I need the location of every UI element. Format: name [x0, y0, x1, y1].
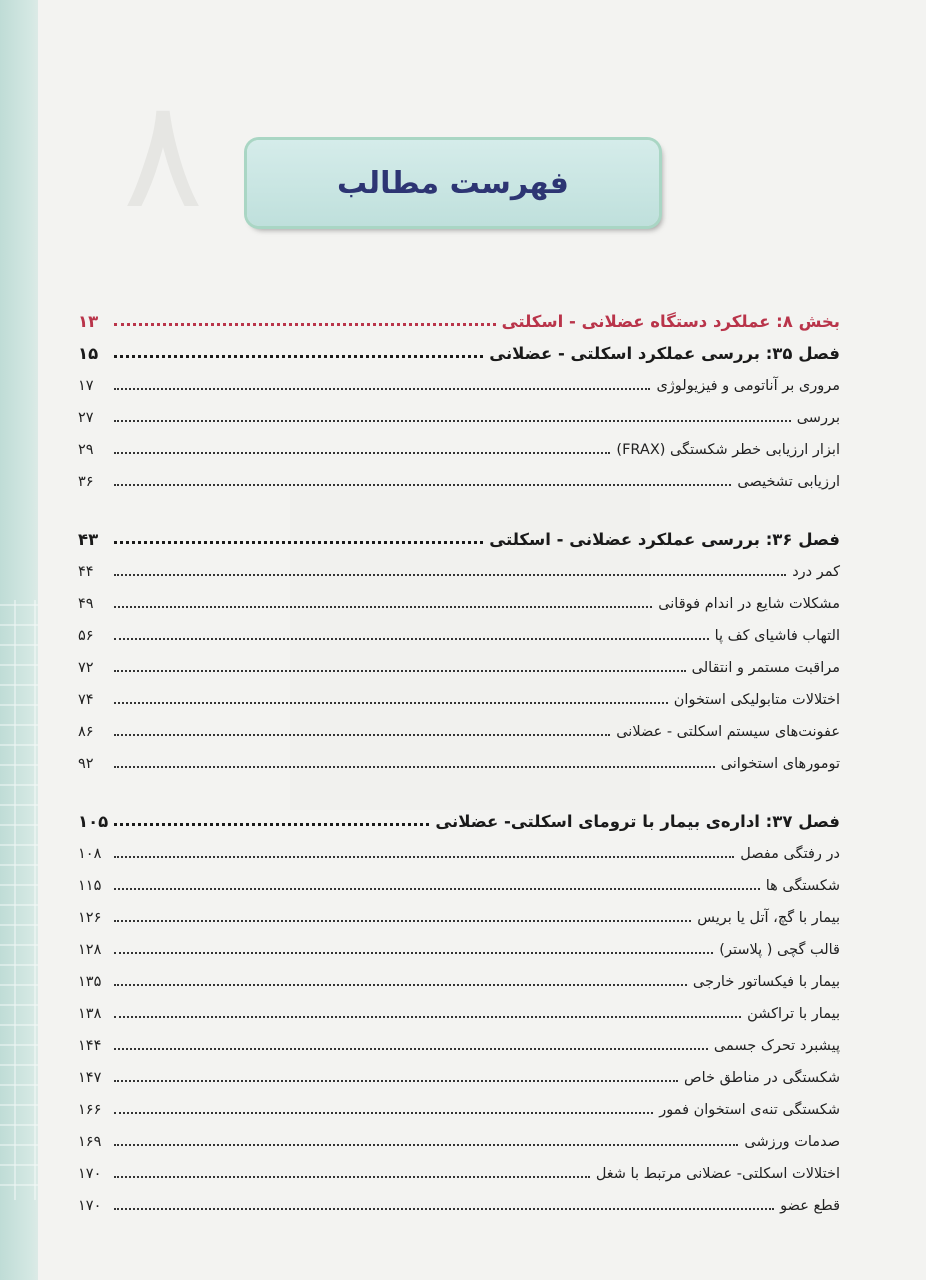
toc-chapter-row-page: ۴۳: [78, 530, 99, 549]
toc-entry-row[interactable]: [78, 678, 840, 710]
chapter-gap: [78, 774, 840, 800]
toc-entry-row-page: ۱۴۷: [78, 1070, 102, 1086]
toc-entry-row-page: ۱۲۶: [78, 910, 102, 926]
dot-leader: [114, 452, 610, 454]
dot-leader: [114, 984, 687, 986]
toc-entry-row-label: شکستگی تنه‌ی استخوان فمور: [659, 1102, 840, 1118]
toc-entry-row-page: ۷۲: [78, 660, 94, 676]
dot-leader: [114, 702, 668, 704]
toc-entry-row-page: ۱۲۸: [78, 942, 102, 958]
toc-entry-row-page: ۱۳۸: [78, 1006, 102, 1022]
toc-entry-row[interactable]: [78, 832, 840, 864]
toc-entry-row[interactable]: [78, 428, 840, 460]
dot-leader: [114, 952, 713, 954]
page-title: فهرست مطالب: [337, 165, 569, 201]
toc-chapter-row-label: فصل ۳۵: بررسی عملکرد اسکلتی - عضلانی: [489, 344, 840, 363]
toc-chapter-row[interactable]: [78, 800, 840, 832]
toc-entry-row-label: بررسی: [796, 410, 840, 426]
dot-leader: [114, 574, 786, 576]
toc-entry-row-label: التهاب فاشیای کف پا: [714, 628, 840, 644]
toc-entry-row-page: ۹۲: [78, 756, 94, 772]
toc-entry-row-page: ۱۷۰: [78, 1166, 102, 1182]
toc-entry-row[interactable]: [78, 1088, 840, 1120]
toc-entry-row-page: ۸۶: [78, 724, 94, 740]
toc-entry-row-page: ۱۷: [78, 378, 94, 394]
dot-leader: [114, 766, 715, 768]
toc-chapter-row-page: ۱۰۵: [78, 812, 109, 831]
toc-entry-row-label: بیمار با گچ، آتل یا بریس: [697, 910, 840, 926]
dot-leader: [114, 1016, 741, 1018]
toc-entry-row[interactable]: [78, 550, 840, 582]
title-banner: [247, 140, 659, 226]
toc-entry-row-label: بیمار با تراکشن: [747, 1006, 840, 1022]
dot-leader: [114, 638, 709, 640]
toc-entry-row-page: ۱۶۹: [78, 1134, 102, 1150]
dot-leader: [114, 484, 731, 486]
toc-entry-row[interactable]: [78, 960, 840, 992]
toc-part-page: ۱۳: [78, 312, 99, 331]
toc-entry-row-page: ۲۹: [78, 442, 94, 458]
chapter-list: [78, 332, 840, 1216]
dot-leader: [114, 1208, 774, 1210]
toc-chapter-row-page: ۱۵: [78, 344, 99, 363]
dot-leader: [114, 1112, 653, 1114]
toc-entry-row-label: مشکلات شایع در اندام فوقانی: [658, 596, 840, 612]
toc-entry-row-label: اختلالات متابولیکی استخوان: [673, 692, 840, 708]
toc-entry-row-label: اختلالات اسکلتی- عضلانی مرتبط با شغل: [595, 1166, 840, 1182]
toc-entry-row-page: ۱۷۰: [78, 1198, 102, 1214]
toc-entry-row[interactable]: [78, 864, 840, 896]
toc-entry-row-page: ۲۷: [78, 410, 94, 426]
dot-leader: [114, 1080, 678, 1082]
toc-entry-row-page: ۱۴۴: [78, 1038, 102, 1054]
toc-entry-row[interactable]: [78, 742, 840, 774]
toc-entry-row-label: شکستگی در مناطق خاص: [684, 1070, 840, 1086]
toc-entry-row-page: ۷۴: [78, 692, 94, 708]
toc-entry-row-page: ۱۱۵: [78, 878, 102, 894]
toc-entry-row[interactable]: [78, 992, 840, 1024]
toc-entry-row[interactable]: [78, 460, 840, 492]
toc-entry-row-label: عفونت‌های سیستم اسکلتی - عضلانی: [616, 724, 840, 740]
toc-chapter-row[interactable]: [78, 518, 840, 550]
toc-entry-row-label: قالب گچی ( پلاستر): [719, 942, 840, 958]
toc-part-row[interactable]: [78, 300, 840, 332]
toc-entry-row[interactable]: [78, 1120, 840, 1152]
toc-entry-row-label: قطع عضو: [780, 1198, 840, 1214]
dot-leader: [114, 888, 760, 890]
toc-entry-row-label: ارزیابی تشخیصی: [737, 474, 840, 490]
toc-entry-row[interactable]: [78, 1184, 840, 1216]
toc-entry-row[interactable]: [78, 1024, 840, 1056]
toc-part-label: بخش ۸: عملکرد دستگاه عضلانی - اسکلتی: [501, 312, 840, 331]
toc-entry-row-page: ۴۴: [78, 564, 94, 580]
toc-entry-row[interactable]: [78, 396, 840, 428]
toc-entry-row-label: شکستگی ها: [765, 878, 840, 894]
toc-entry-row-page: ۵۶: [78, 628, 94, 644]
dot-leader: [114, 355, 483, 358]
dot-leader: [114, 606, 652, 608]
toc-entry-row-label: در رفتگی مفصل: [740, 846, 840, 862]
dot-leader: [114, 856, 734, 858]
toc-chapter-row-label: فصل ۳۶: بررسی عملکرد عضلانی - اسکلتی: [489, 530, 840, 549]
toc-entry-row-label: کمر درد: [792, 564, 840, 580]
dot-leader: [114, 670, 686, 672]
toc-entry-row[interactable]: [78, 364, 840, 396]
toc-entry-row[interactable]: [78, 896, 840, 928]
toc-entry-row-label: بیمار با فیکساتور خارجی: [692, 974, 840, 990]
dot-leader: [114, 823, 429, 826]
toc-entry-row[interactable]: [78, 710, 840, 742]
dot-leader: [114, 920, 691, 922]
chapter-gap: [78, 492, 840, 518]
toc-chapter-row-label: فصل ۳۷: اداره‌ی بیمار با ترومای اسکلتی- عضلانی: [435, 812, 840, 831]
toc-entry-row-label: مروری بر آناتومی و فیزیولوژی: [656, 378, 840, 394]
dot-leader: [114, 420, 791, 422]
dot-leader: [114, 323, 496, 326]
dot-leader: [114, 1144, 738, 1146]
toc-entry-row-label: ابزار ارزیابی خطر شکستگی (FRAX): [616, 442, 840, 458]
dot-leader: [114, 1048, 708, 1050]
toc-entry-row[interactable]: [78, 646, 840, 678]
toc-entry-row-page: ۳۶: [78, 474, 94, 490]
dot-leader: [114, 541, 483, 544]
toc-entry-row-page: ۱۰۸: [78, 846, 102, 862]
section-number-watermark: ۸: [122, 68, 204, 242]
toc-chapter-row[interactable]: [78, 332, 840, 364]
dot-leader: [114, 388, 650, 390]
table-of-contents: [78, 300, 840, 1216]
toc-entry-row[interactable]: [78, 614, 840, 646]
toc-entry-row[interactable]: [78, 582, 840, 614]
toc-entry-row[interactable]: [78, 1152, 840, 1184]
toc-entry-row-label: صدمات ورزشی: [744, 1134, 840, 1150]
toc-entry-row-page: ۴۹: [78, 596, 94, 612]
toc-entry-row-label: پیشبرد تحرک جسمی: [713, 1038, 840, 1054]
toc-entry-row-page: ۱۶۶: [78, 1102, 102, 1118]
dot-leader: [114, 1176, 590, 1178]
toc-entry-row[interactable]: [78, 928, 840, 960]
toc-entry-row-label: مراقبت مستمر و انتقالی: [691, 660, 840, 676]
toc-entry-row[interactable]: [78, 1056, 840, 1088]
toc-entry-row-label: تومورهای استخوانی: [720, 756, 840, 772]
toc-entry-row-page: ۱۳۵: [78, 974, 102, 990]
dot-leader: [114, 734, 610, 736]
